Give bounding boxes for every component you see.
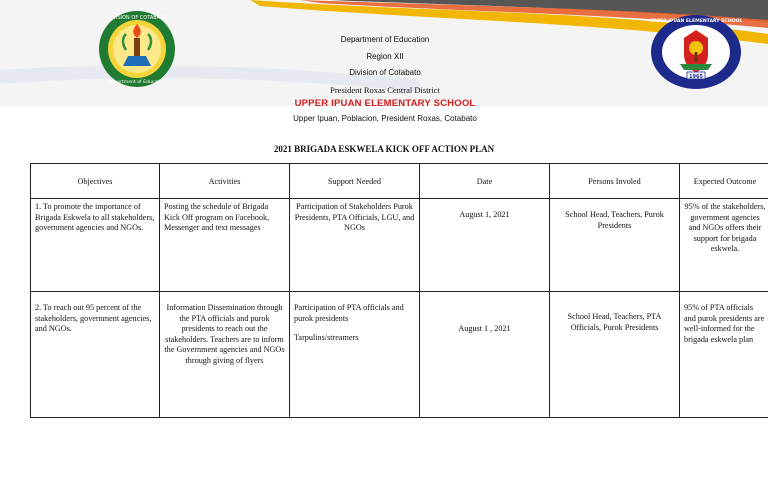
department-name: Department of Education (340, 35, 430, 44)
column-header-date: Date (420, 164, 550, 199)
column-header-support-needed: Support Needed (290, 164, 420, 199)
table-row (31, 292, 768, 418)
action-plan-table (30, 163, 768, 418)
expected-outcome-cell: 95% of the stakeholders, government agencies and NGOs offers their support for brigada eskwela. (680, 199, 768, 292)
persons-involved-cell: School Head, Teachers, PTA Officials, Purok Presidents (550, 292, 680, 418)
activity-cell: Information Dissemination through the PTA officials and purok presidents to reach out the stakeholders. Teachers are to inform the Government agencies and NGOs through giving of flyers (160, 292, 290, 418)
district-name: President Roxas Central District (330, 85, 440, 95)
column-header-expected-outcome: Expected Outcome (680, 164, 768, 199)
objective-cell: 1. To promote the importance of Brigada Eskwela to all stakeholders, government agencies and NGOs. (31, 199, 160, 292)
svg-text:1965: 1965 (689, 74, 703, 80)
date-cell: August 1, 2021 (420, 199, 550, 292)
school-name: UPPER IPUAN ELEMENTARY SCHOOL (294, 98, 476, 109)
division-name: Division of Cotabato (349, 68, 421, 77)
svg-text:UPPER IPUAN ELEMENTARY SCHOOL: UPPER IPUAN ELEMENTARY SCHOOL (650, 19, 742, 24)
school-seal-icon (650, 14, 742, 90)
school-address: Upper Ipuan, Poblacion, President Roxas, Cotabato (293, 114, 477, 123)
column-header-persons-involved: Persons Involed (550, 164, 680, 199)
school-seal-logo (650, 14, 742, 90)
persons-involved-cell: School Head, Teachers, Purok Presidents (550, 199, 680, 292)
support-needed-cell (290, 199, 420, 292)
region-name: Region XII (366, 52, 404, 61)
table-row (31, 199, 768, 292)
expected-outcome-cell: 95% of PTA officials and purok presidents are well-informed for the brigada eskwela plan (680, 292, 768, 418)
support-needed-materials: Tarpulins/streamers (294, 333, 359, 342)
deped-division-seal-icon (98, 10, 176, 88)
svg-text:DIVISION OF COTABATO: DIVISION OF COTABATO (107, 15, 167, 21)
date-cell: August 1 , 2021 (420, 292, 550, 418)
activity-cell: Posting the schedule of Brigada Kick Off program on Facebook, Messenger and text messages (160, 199, 290, 292)
support-needed-text: Participation of Stakeholders Purok Presidents, PTA Officials, LGU, and NGOs (294, 202, 415, 232)
action-plan-title: 2021 BRIGADA ESKWELA KICK OFF ACTION PLAN (273, 144, 495, 154)
objective-cell: 2. To reach out 95 percent of the stakeholders, government agencies, and NGOs. (31, 292, 160, 418)
division-seal-logo (98, 10, 176, 88)
column-header-objectives: Objectives (31, 164, 160, 199)
svg-text:Department of Education: Department of Education (107, 80, 167, 85)
table-header-row (31, 164, 768, 199)
support-needed-text: Participation of PTA officials and purok presidents (294, 303, 404, 323)
column-header-activities: Activities (160, 164, 290, 199)
support-needed-cell (290, 292, 420, 418)
